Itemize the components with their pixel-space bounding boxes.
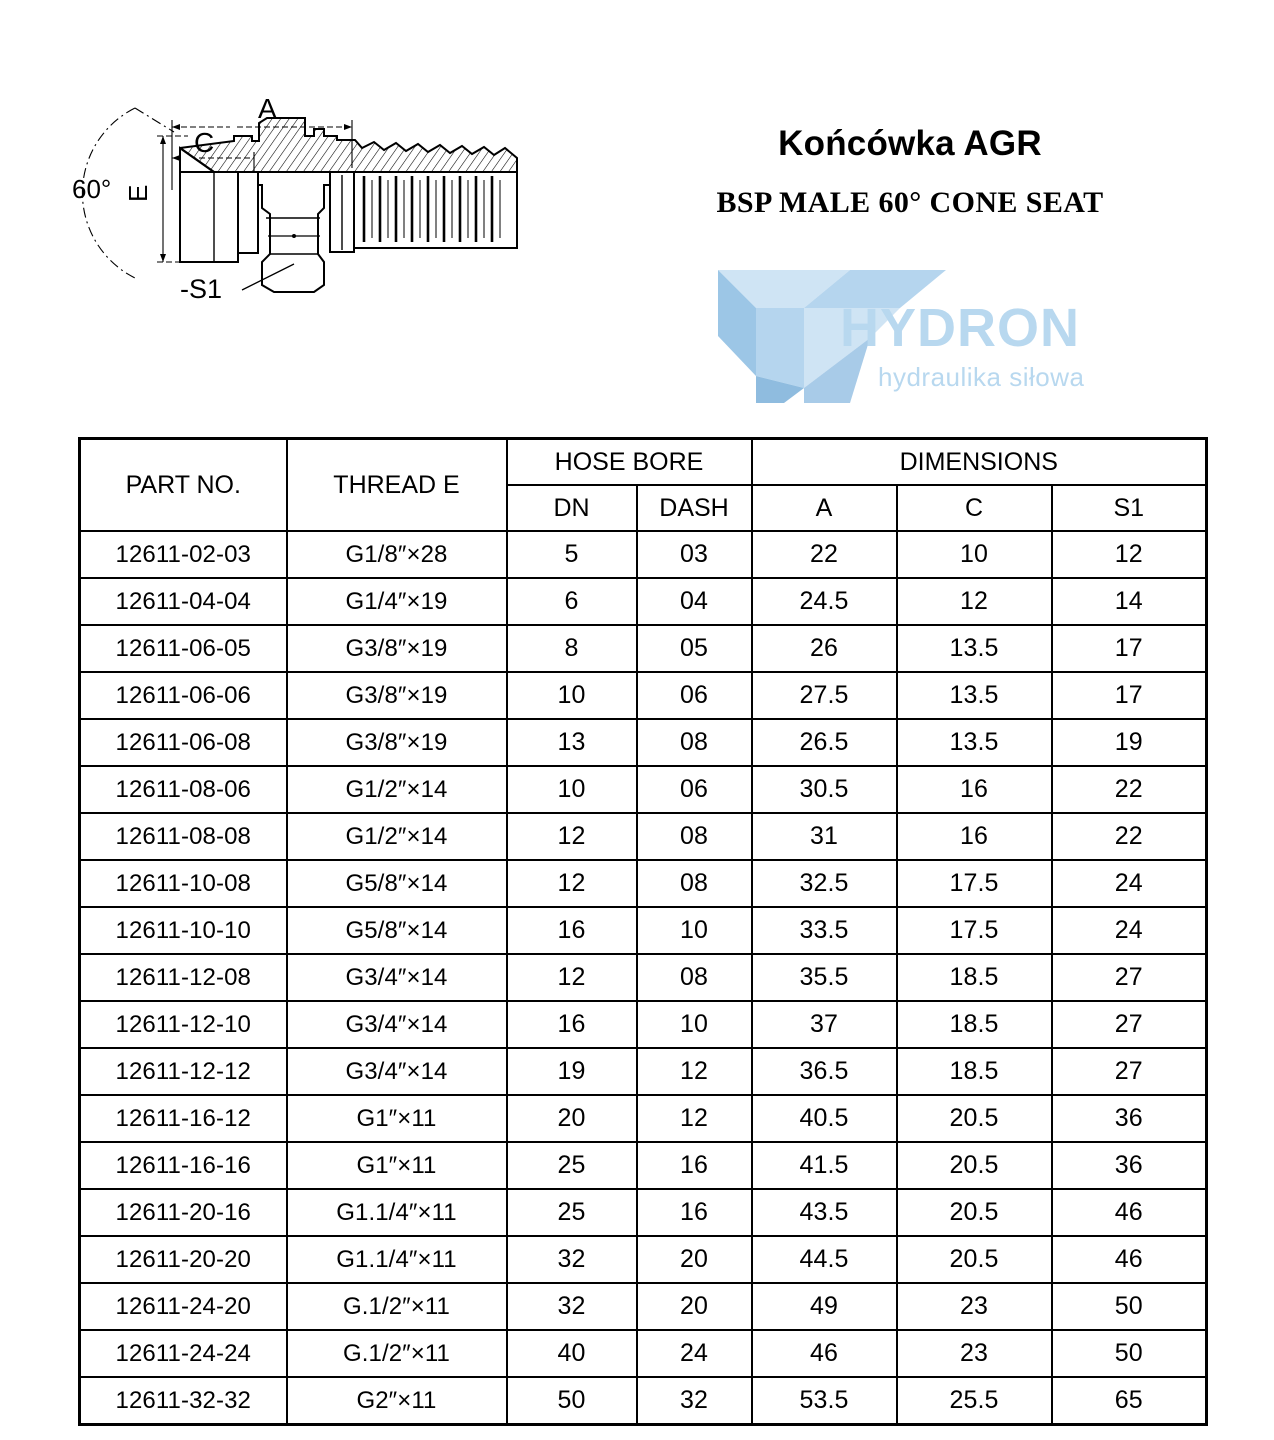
cell-thread-e: G2″×11 <box>287 1377 507 1425</box>
cell-dn: 16 <box>507 907 637 954</box>
cell-part-no: 12611-12-12 <box>80 1048 287 1095</box>
cell-thread-e: G3/4″×14 <box>287 954 507 1001</box>
cell-dim-c: 25.5 <box>897 1377 1052 1425</box>
table-row <box>80 766 1207 813</box>
cell-part-no: 12611-20-16 <box>80 1189 287 1236</box>
fitting-technical-drawing <box>62 40 582 310</box>
cell-dn: 25 <box>507 1142 637 1189</box>
cell-thread-e: G1/2″×14 <box>287 813 507 860</box>
table-header <box>80 439 1207 532</box>
cell-dn: 40 <box>507 1330 637 1377</box>
cell-dim-a: 32.5 <box>752 860 897 907</box>
table-row <box>80 907 1207 954</box>
cell-dim-a: 43.5 <box>752 1189 897 1236</box>
table-row <box>80 625 1207 672</box>
cell-thread-e: G1/2″×14 <box>287 766 507 813</box>
cell-dim-a: 41.5 <box>752 1142 897 1189</box>
dimension-label-a: A <box>258 93 277 124</box>
cell-dim-s1: 22 <box>1052 813 1207 860</box>
cell-thread-e: G3/8″×19 <box>287 625 507 672</box>
cell-dim-s1: 46 <box>1052 1236 1207 1283</box>
cell-dim-s1: 17 <box>1052 625 1207 672</box>
cell-dash: 20 <box>637 1283 752 1330</box>
cell-dim-c: 20.5 <box>897 1095 1052 1142</box>
col-header-dash: DASH <box>637 485 752 531</box>
cell-dim-c: 23 <box>897 1283 1052 1330</box>
cell-thread-e: G1″×11 <box>287 1095 507 1142</box>
hydron-logo-svg <box>700 268 1120 403</box>
cell-dn: 32 <box>507 1283 637 1330</box>
cell-dash: 32 <box>637 1377 752 1425</box>
cell-dim-s1: 22 <box>1052 766 1207 813</box>
cell-dash: 08 <box>637 813 752 860</box>
table-row <box>80 860 1207 907</box>
cell-dn: 19 <box>507 1048 637 1095</box>
cell-dim-c: 13.5 <box>897 719 1052 766</box>
cell-dim-a: 22 <box>752 531 897 578</box>
cell-thread-e: G1.1/4″×11 <box>287 1189 507 1236</box>
cell-thread-e: G5/8″×14 <box>287 860 507 907</box>
header-area <box>0 0 1274 425</box>
table-row <box>80 1001 1207 1048</box>
cell-dim-a: 53.5 <box>752 1377 897 1425</box>
cell-dn: 16 <box>507 1001 637 1048</box>
cell-dim-c: 18.5 <box>897 1001 1052 1048</box>
title-block <box>600 126 1220 220</box>
logo-brand-text: HYDRON <box>840 298 1081 358</box>
cell-dn: 6 <box>507 578 637 625</box>
cell-dash: 12 <box>637 1095 752 1142</box>
table-body <box>80 531 1207 1425</box>
cell-dash: 05 <box>637 625 752 672</box>
table-row <box>80 578 1207 625</box>
cell-dim-c: 16 <box>897 766 1052 813</box>
cell-dn: 32 <box>507 1236 637 1283</box>
cell-dim-c: 17.5 <box>897 907 1052 954</box>
cell-dn: 10 <box>507 672 637 719</box>
cell-dn: 12 <box>507 813 637 860</box>
cell-dash: 20 <box>637 1236 752 1283</box>
cell-thread-e: G3/4″×14 <box>287 1048 507 1095</box>
cell-part-no: 12611-06-05 <box>80 625 287 672</box>
cell-dim-s1: 50 <box>1052 1330 1207 1377</box>
cell-dim-a: 35.5 <box>752 954 897 1001</box>
cell-thread-e: G1/4″×19 <box>287 578 507 625</box>
cell-dn: 25 <box>507 1189 637 1236</box>
cell-part-no: 12611-16-16 <box>80 1142 287 1189</box>
dimension-label-e: E <box>123 184 153 202</box>
angle-label: 60° <box>72 174 112 204</box>
cell-dim-c: 20.5 <box>897 1142 1052 1189</box>
cell-dim-a: 24.5 <box>752 578 897 625</box>
cell-dim-a: 26.5 <box>752 719 897 766</box>
cell-part-no: 12611-08-08 <box>80 813 287 860</box>
cell-part-no: 12611-20-20 <box>80 1236 287 1283</box>
cell-dim-a: 49 <box>752 1283 897 1330</box>
cell-thread-e: G3/8″×19 <box>287 719 507 766</box>
cell-dash: 16 <box>637 1189 752 1236</box>
cell-dn: 50 <box>507 1377 637 1425</box>
cell-part-no: 12611-12-08 <box>80 954 287 1001</box>
table-row <box>80 719 1207 766</box>
cell-dn: 12 <box>507 860 637 907</box>
cell-part-no: 12611-06-06 <box>80 672 287 719</box>
cell-dim-a: 40.5 <box>752 1095 897 1142</box>
cell-dim-a: 30.5 <box>752 766 897 813</box>
col-header-a: A <box>752 485 897 531</box>
cell-dim-s1: 19 <box>1052 719 1207 766</box>
cell-dim-c: 16 <box>897 813 1052 860</box>
cell-dn: 8 <box>507 625 637 672</box>
cell-dash: 06 <box>637 672 752 719</box>
table-row <box>80 1095 1207 1142</box>
cell-dim-c: 20.5 <box>897 1189 1052 1236</box>
cell-thread-e: G3/8″×19 <box>287 672 507 719</box>
cell-dim-s1: 50 <box>1052 1283 1207 1330</box>
cell-dim-s1: 17 <box>1052 672 1207 719</box>
cell-dim-c: 12 <box>897 578 1052 625</box>
specification-table-wrapper <box>78 437 1205 1426</box>
table-header-row-group <box>80 439 1207 486</box>
cell-thread-e: G1″×11 <box>287 1142 507 1189</box>
logo-tagline-text: hydraulika siłowa <box>878 362 1085 392</box>
fitting-hex-shank <box>180 172 238 262</box>
cell-dim-s1: 65 <box>1052 1377 1207 1425</box>
cell-dn: 5 <box>507 531 637 578</box>
cell-dim-c: 18.5 <box>897 1048 1052 1095</box>
cell-part-no: 12611-32-32 <box>80 1377 287 1425</box>
cell-part-no: 12611-02-03 <box>80 531 287 578</box>
cell-dim-s1: 36 <box>1052 1095 1207 1142</box>
table-row <box>80 1048 1207 1095</box>
cell-dash: 10 <box>637 1001 752 1048</box>
cell-dn: 12 <box>507 954 637 1001</box>
cell-part-no: 12611-16-12 <box>80 1095 287 1142</box>
table-row <box>80 1377 1207 1425</box>
cell-part-no: 12611-10-08 <box>80 860 287 907</box>
col-group-header-dimensions: DIMENSIONS <box>752 439 1207 486</box>
cell-dim-c: 18.5 <box>897 954 1052 1001</box>
cell-thread-e: G5/8″×14 <box>287 907 507 954</box>
cell-part-no: 12611-24-24 <box>80 1330 287 1377</box>
col-header-dn: DN <box>507 485 637 531</box>
col-header-s1: S1 <box>1052 485 1207 531</box>
col-group-header-hose-bore: HOSE BORE <box>507 439 752 486</box>
cell-thread-e: G1.1/4″×11 <box>287 1236 507 1283</box>
cell-dim-c: 23 <box>897 1330 1052 1377</box>
cell-thread-e: G.1/2″×11 <box>287 1283 507 1330</box>
cell-thread-e: G.1/2″×11 <box>287 1330 507 1377</box>
cell-dash: 03 <box>637 531 752 578</box>
cell-part-no: 12611-04-04 <box>80 578 287 625</box>
table-row <box>80 1142 1207 1189</box>
cell-dash: 08 <box>637 860 752 907</box>
cell-dim-c: 10 <box>897 531 1052 578</box>
cell-dash: 06 <box>637 766 752 813</box>
cell-dim-c: 13.5 <box>897 625 1052 672</box>
table-row <box>80 1189 1207 1236</box>
cell-dn: 20 <box>507 1095 637 1142</box>
specification-table <box>78 437 1208 1426</box>
cell-part-no: 12611-12-10 <box>80 1001 287 1048</box>
cell-thread-e: G1/8″×28 <box>287 531 507 578</box>
cell-thread-e: G3/4″×14 <box>287 1001 507 1048</box>
table-row <box>80 1236 1207 1283</box>
cell-dn: 13 <box>507 719 637 766</box>
cell-dash: 04 <box>637 578 752 625</box>
cell-dim-s1: 12 <box>1052 531 1207 578</box>
cell-dim-s1: 27 <box>1052 1001 1207 1048</box>
cell-dash: 08 <box>637 719 752 766</box>
cell-dim-a: 44.5 <box>752 1236 897 1283</box>
cell-dim-a: 37 <box>752 1001 897 1048</box>
cell-dim-s1: 27 <box>1052 1048 1207 1095</box>
col-header-thread-e: THREAD E <box>287 439 507 532</box>
hex-nut-s1 <box>258 172 330 292</box>
fitting-drawing-svg <box>62 40 582 310</box>
cell-part-no: 12611-10-10 <box>80 907 287 954</box>
cell-part-no: 12611-08-06 <box>80 766 287 813</box>
cell-dim-a: 27.5 <box>752 672 897 719</box>
cell-dim-s1: 24 <box>1052 860 1207 907</box>
cell-dash: 24 <box>637 1330 752 1377</box>
cell-dim-c: 13.5 <box>897 672 1052 719</box>
table-row <box>80 813 1207 860</box>
table-row <box>80 672 1207 719</box>
cell-dash: 08 <box>637 954 752 1001</box>
cell-part-no: 12611-24-20 <box>80 1283 287 1330</box>
cell-dim-s1: 36 <box>1052 1142 1207 1189</box>
dimension-label-s1: -S1 <box>180 274 223 304</box>
table-row <box>80 954 1207 1001</box>
cell-dim-a: 26 <box>752 625 897 672</box>
cell-dim-a: 31 <box>752 813 897 860</box>
page-title: Końcówka AGR <box>778 124 1042 163</box>
cell-dim-c: 17.5 <box>897 860 1052 907</box>
col-header-c: C <box>897 485 1052 531</box>
cell-part-no: 12611-06-08 <box>80 719 287 766</box>
cell-dim-s1: 24 <box>1052 907 1207 954</box>
cell-dim-c: 20.5 <box>897 1236 1052 1283</box>
table-row <box>80 531 1207 578</box>
cell-dash: 16 <box>637 1142 752 1189</box>
cell-dim-s1: 14 <box>1052 578 1207 625</box>
cell-dim-a: 36.5 <box>752 1048 897 1095</box>
cell-dim-s1: 46 <box>1052 1189 1207 1236</box>
page-subtitle: BSP MALE 60° CONE SEAT <box>716 185 1104 219</box>
cell-dim-s1: 27 <box>1052 954 1207 1001</box>
cell-dim-a: 33.5 <box>752 907 897 954</box>
cell-dim-a: 46 <box>752 1330 897 1377</box>
table-row <box>80 1330 1207 1377</box>
cell-dn: 10 <box>507 766 637 813</box>
table-row <box>80 1283 1207 1330</box>
dimension-label-c: C <box>194 127 215 158</box>
cell-dash: 10 <box>637 907 752 954</box>
cell-dash: 12 <box>637 1048 752 1095</box>
col-header-part-no: PART NO. <box>80 439 287 532</box>
hydron-watermark-logo <box>700 268 1120 403</box>
